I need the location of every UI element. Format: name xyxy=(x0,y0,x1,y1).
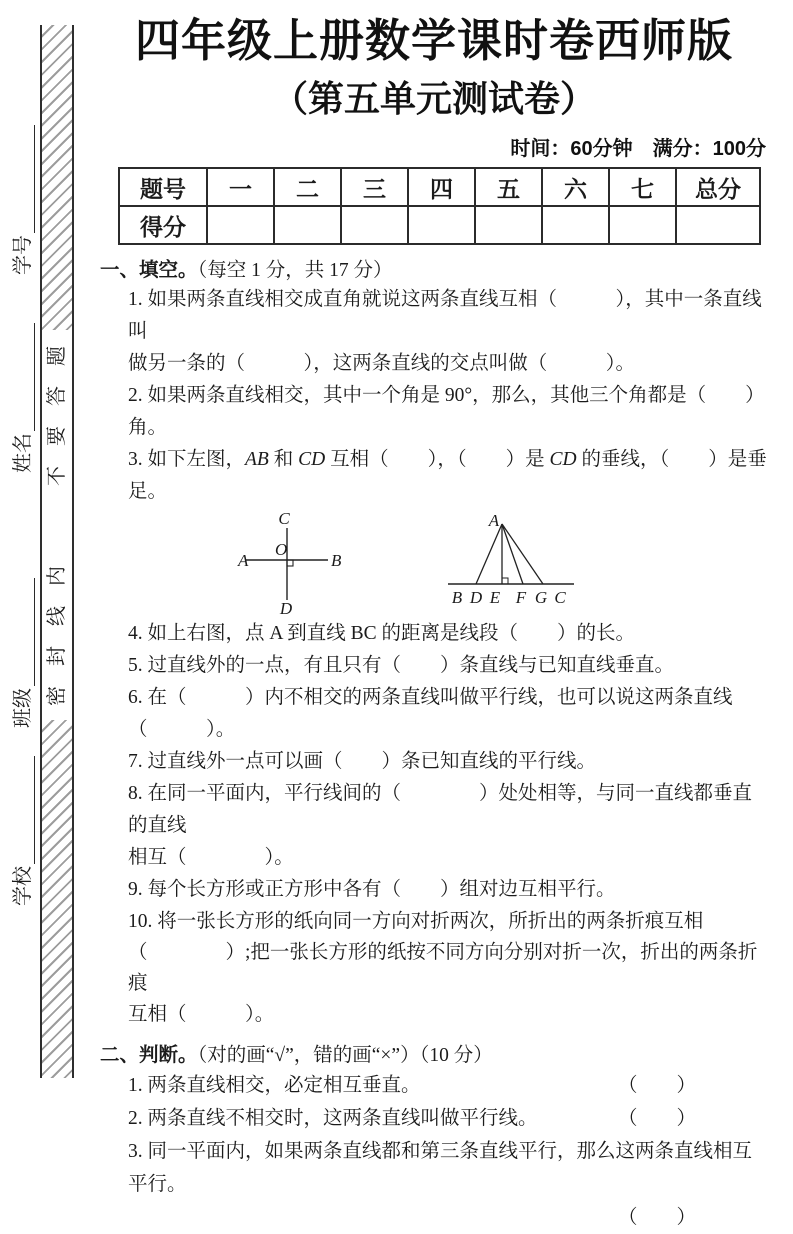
student-no-field xyxy=(9,125,35,275)
school-field xyxy=(9,756,35,906)
judge-item-1 xyxy=(128,1069,768,1102)
seal-line-strip xyxy=(40,25,74,1078)
score-header-cell: 六 xyxy=(542,168,609,206)
distance-label-e: E xyxy=(489,588,501,607)
distance-label-g: G xyxy=(534,588,548,607)
judge-item-3-answer-row xyxy=(128,1201,768,1234)
judge-item-3-answer-blank[interactable]: （ ） xyxy=(617,1207,696,1228)
score-cell[interactable] xyxy=(609,206,676,244)
question-8-line-1: 8. 在同一平面内，平行线间的（ ）处处相等，与同一直线都垂直的直线 xyxy=(128,783,753,836)
score-header-cell: 题号 xyxy=(119,168,207,206)
seal-char: 不 xyxy=(46,466,68,486)
name-label: 姓名 xyxy=(12,433,34,473)
section-1-note: （每空 1 分，共 17 分） xyxy=(197,260,393,281)
score-table xyxy=(118,167,761,245)
section-2-title: 二、判断。 xyxy=(100,1045,198,1066)
question-5: 5. 过直线外的一点，有且只有（ ）条直线与已知直线垂直。 xyxy=(128,655,675,676)
question-3 xyxy=(128,444,768,508)
school-label: 学校 xyxy=(12,866,34,906)
name-blank[interactable] xyxy=(12,323,35,431)
score-cell[interactable] xyxy=(676,206,760,244)
seal-char: 密 xyxy=(46,686,68,706)
student-no-blank[interactable] xyxy=(12,125,35,233)
seal-char: 要 xyxy=(46,426,68,446)
class-label: 班级 xyxy=(12,688,34,728)
score-header-cell: 一 xyxy=(207,168,274,206)
score-cell[interactable] xyxy=(274,206,341,244)
main-content xyxy=(100,16,768,1234)
judge-item-3 xyxy=(128,1135,768,1201)
judge-item-3-text: 3. 同一平面内，如果两条直线都和第三条直线平行，那么这两条直线相互平行。 xyxy=(128,1141,753,1195)
seal-hatch-bottom xyxy=(42,720,72,1078)
paper-title: 四年级上册数学课时卷西师版 xyxy=(134,15,733,66)
cross-label-o: O xyxy=(275,540,288,559)
class-field xyxy=(9,578,35,728)
score-cell[interactable] xyxy=(341,206,408,244)
question-9: 9. 每个长方形或正方形中各有（ ）组对边互相平行。 xyxy=(128,879,616,900)
question-1-line-2: 做另一条的（ ），这两条直线的交点叫做（ ）。 xyxy=(128,353,636,374)
distance-label-b: B xyxy=(451,588,463,607)
score-cell[interactable] xyxy=(475,206,542,244)
student-no-label: 学号 xyxy=(12,235,34,275)
question-2: 2. 如果两条直线相交，其中一个角是 90°，那么，其他三个角都是（ ）角。 xyxy=(128,385,765,438)
score-cell[interactable] xyxy=(207,206,274,244)
seal-char: 题 xyxy=(46,346,68,366)
q3-math: AB xyxy=(245,449,269,470)
seal-char: 封 xyxy=(46,646,68,666)
score-cell[interactable] xyxy=(542,206,609,244)
time-score-info: 时间：60分钟 满分：100分 xyxy=(510,138,766,160)
seal-char: 答 xyxy=(46,386,68,406)
q3-text: 3. 如下左图， xyxy=(128,449,246,470)
q3-text: 和 xyxy=(268,449,299,470)
judge-item-1-answer-blank[interactable]: （ ） xyxy=(617,1075,696,1096)
question-7: 7. 过直线外一点可以画（ ）条已知直线的平行线。 xyxy=(128,751,597,772)
judge-item-2-text: 2. 两条直线不相交时，这两条直线叫做平行线。 xyxy=(128,1108,538,1129)
q3-text: 互相（ ），（ ）是 xyxy=(325,449,550,470)
judge-item-2-answer-blank[interactable]: （ ） xyxy=(617,1108,696,1129)
judge-item-2 xyxy=(128,1102,768,1135)
section-2-heading xyxy=(100,1043,768,1069)
cross-label-b: B xyxy=(331,551,342,570)
q3-math: CD xyxy=(549,449,577,470)
question-10-line-3: 互相（ ）。 xyxy=(128,1004,275,1025)
section-1-heading xyxy=(100,258,768,284)
distance-label-d: D xyxy=(469,588,483,607)
paper-subtitle: （第五单元测试卷） xyxy=(271,78,596,119)
distance-label-f: F xyxy=(515,588,527,607)
section-2-note: （对的画“√”，错的画“×”）（10 分） xyxy=(197,1045,493,1066)
cross-label-c: C xyxy=(278,512,290,528)
score-table-score-row xyxy=(119,206,760,244)
judge-item-1-text: 1. 两条直线相交，必定相互垂直。 xyxy=(128,1075,421,1096)
distance-label-a: A xyxy=(488,512,500,530)
score-table-header-row xyxy=(119,168,760,206)
seal-hatch-top xyxy=(42,25,72,330)
score-header-cell: 二 xyxy=(274,168,341,206)
distance-label-c: C xyxy=(554,588,566,607)
score-cell[interactable] xyxy=(408,206,475,244)
judge-questions xyxy=(100,1069,768,1234)
score-header-cell: 三 xyxy=(341,168,408,206)
figure-row xyxy=(128,512,768,616)
seal-line-text xyxy=(42,330,72,720)
score-row-label: 得分 xyxy=(119,206,207,244)
point-to-line-distance-figure xyxy=(446,512,576,612)
school-blank[interactable] xyxy=(12,756,35,864)
question-10-line-2: （ ）;把一张长方形的纸按不同方向分别对折一次，折出的两条折痕 xyxy=(128,942,758,994)
question-8-line-2: 相互（ ）。 xyxy=(128,847,294,868)
section-1-title: 一、填空。 xyxy=(100,260,198,281)
question-10-line-1: 10. 将一张长方形的纸向同一方向对折两次，所折出的两条折痕互相 xyxy=(128,911,704,932)
score-header-cell: 五 xyxy=(475,168,542,206)
class-blank[interactable] xyxy=(12,578,35,686)
q3-math: CD xyxy=(298,449,326,470)
name-field xyxy=(9,323,35,473)
perpendicular-cross-figure xyxy=(234,512,346,616)
score-header-cell: 四 xyxy=(408,168,475,206)
seal-char: 内 xyxy=(46,566,68,586)
question-4: 4. 如上右图，点 A 到直线 BC 的距离是线段（ ）的长。 xyxy=(128,623,636,644)
seal-char: 线 xyxy=(46,606,68,626)
question-6: 6. 在（ ）内不相交的两条直线叫做平行线，也可以说这两条直线（ ）。 xyxy=(128,687,733,740)
score-header-cell: 七 xyxy=(609,168,676,206)
q3-text: 的垂线，（ ）是垂足。 xyxy=(128,449,767,502)
score-header-cell: 总分 xyxy=(676,168,760,206)
cross-label-d: D xyxy=(279,599,293,616)
cross-label-a: A xyxy=(238,551,249,570)
question-1-line-1: 1. 如果两条直线相交成直角就说这两条直线互相（ ），其中一条直线叫 xyxy=(128,289,762,342)
fill-questions xyxy=(100,284,768,1030)
